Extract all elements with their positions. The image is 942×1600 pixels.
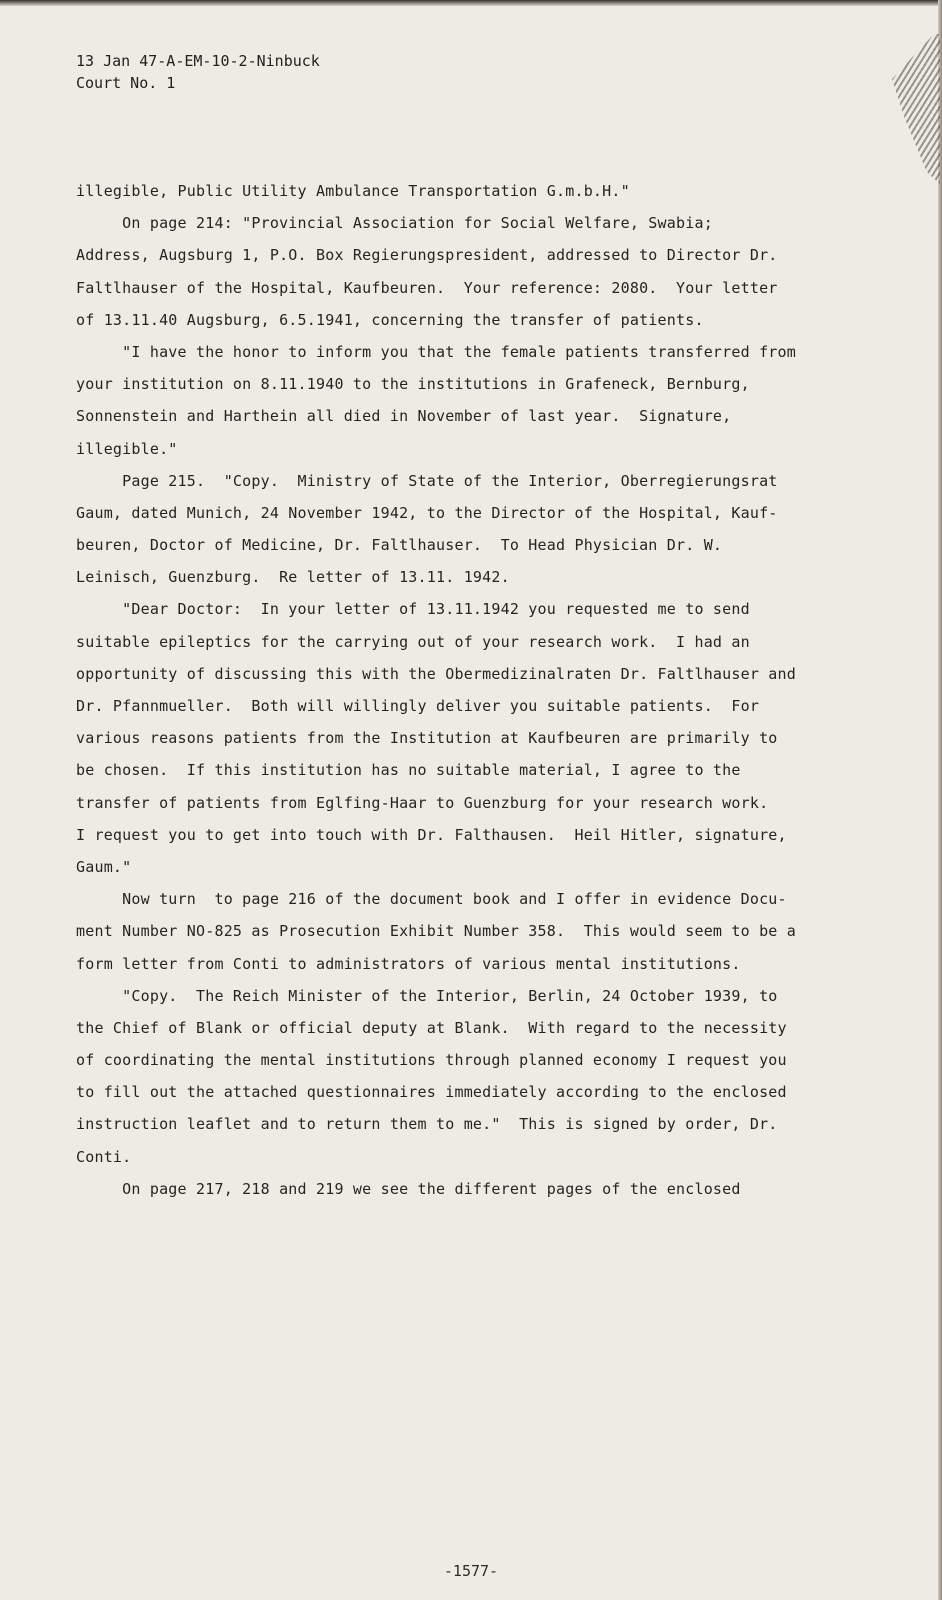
document-header	[76, 50, 320, 94]
header-reference: 13 Jan 47-A-EM-10-2-Ninbuck	[76, 52, 320, 70]
text-line: Page 215. "Copy. Ministry of State of the Interior, Oberregierungsrat	[76, 471, 778, 490]
text-line: Now turn to page 216 of the document book and I offer in evidence Docu-	[76, 890, 787, 909]
text-line: Dr. Pfannmueller. Both will willingly deliver you suitable patients. For	[76, 697, 760, 715]
transcript-body	[76, 175, 942, 1205]
text-line: Leinisch, Guenzburg. Re letter of 13.11. 1942.	[76, 568, 510, 587]
text-line: of 13.11.40 Augsburg, 6.5.1941, concerning the transfer of patients.	[76, 310, 704, 329]
text-line: illegible."	[76, 439, 178, 458]
text-line: ment Number NO-825 as Prosecution Exhibit Number 358. This would seem to be a	[76, 922, 796, 941]
text-line: the Chief of Blank or official deputy at Blank. With regard to the necessity	[76, 1018, 787, 1037]
page-top-edge	[0, 0, 942, 6]
text-line: various reasons patients from the Institution at Kaufbeuren are primarily to	[76, 729, 778, 748]
text-line: Sonnenstein and Harthein all died in November of last year. Signature,	[76, 407, 732, 426]
text-line: of coordinating the mental institutions through planned economy I request you	[76, 1051, 787, 1070]
text-line: Conti.	[76, 1147, 132, 1166]
text-line: suitable epileptics for the carrying out of your research work. I had an	[76, 632, 750, 651]
text-line: Gaum."	[76, 857, 132, 876]
text-line: beuren, Doctor of Medicine, Dr. Faltlhauser. To Head Physician Dr. W.	[76, 536, 723, 555]
text-line: instruction leaflet and to return them to me." This is signed by order, Dr.	[76, 1115, 778, 1134]
text-line: transfer of patients from Eglfing-Haar to Guenzburg for your research work.	[76, 793, 769, 812]
text-line: On page 214: "Provincial Association for Social Welfare, Swabia;	[76, 214, 713, 233]
text-line: illegible, Public Utility Ambulance Transportation G.m.b.H."	[76, 182, 630, 200]
text-line: I request you to get into touch with Dr. Falthausen. Heil Hitler, signature,	[76, 825, 787, 844]
text-line: your institution on 8.11.1940 to the institutions in Grafeneck, Bernburg,	[76, 375, 750, 394]
text-line: "I have the honor to inform you that the female patients transferred from	[76, 342, 796, 361]
text-line: "Dear Doctor: In your letter of 13.11.1942 you requested me to send	[76, 600, 750, 619]
page-number: -1577-	[443, 1562, 499, 1580]
text-line: Address, Augsburg 1, P.O. Box Regierungspresident, addressed to Director Dr.	[76, 246, 778, 265]
text-line: On page 217, 218 and 219 we see the different pages of the enclosed	[76, 1179, 741, 1198]
text-line: "Copy. The Reich Minister of the Interior, Berlin, 24 October 1939, to	[76, 986, 778, 1005]
text-line: Faltlhauser of the Hospital, Kaufbeuren. Your reference: 2080. Your letter	[76, 278, 778, 297]
text-line: opportunity of discussing this with the Obermedizinalraten Dr. Faltlhauser and	[76, 664, 796, 683]
text-line: to fill out the attached questionnaires immediately according to the enclosed	[76, 1083, 787, 1102]
header-court: Court No. 1	[76, 74, 176, 92]
text-line: form letter from Conti to administrators of various mental institutions.	[76, 954, 741, 973]
text-line: be chosen. If this institution has no suitable material, I agree to the	[76, 761, 741, 780]
paper-tear-mark	[880, 34, 940, 184]
text-line: Gaum, dated Munich, 24 November 1942, to the Director of the Hospital, Kauf-	[76, 503, 778, 522]
